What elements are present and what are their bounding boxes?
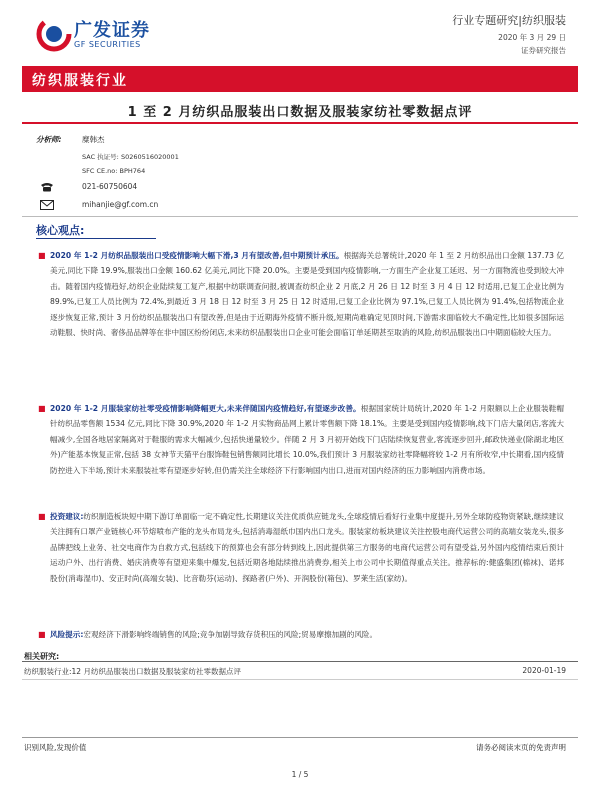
analyst-label: 分析师: <box>36 135 62 144</box>
title-divider <box>22 122 578 124</box>
email-icon <box>40 200 54 210</box>
bullet-marker: ■ <box>38 512 46 521</box>
bullet-risk <box>38 627 564 642</box>
related-report-date: 2020-01-19 <box>522 666 566 675</box>
industry-title: 纺织服装行业 <box>32 73 128 89</box>
core-heading-rule <box>36 238 156 239</box>
logo-text-en: GF SECURITIES <box>74 40 141 49</box>
bullet-lead: 投资建议: <box>50 512 84 521</box>
bullet-lead: 风险提示: <box>50 630 84 639</box>
phone-icon <box>40 182 54 192</box>
bullet-marker: ■ <box>38 630 46 639</box>
related-bottom-divider <box>22 679 578 680</box>
page-title: 1 至 2 月纺织品服装出口数据及服装家纺社零数据点评 <box>127 105 473 120</box>
report-tag: 证券研究报告 <box>521 46 566 55</box>
footer-slogan: 识别风险,发现价值 <box>24 743 87 752</box>
logo-text-cn: 广发证券 <box>74 20 150 41</box>
bullet-lead: 2020 年 1-2 月服装家纺社零受疫情影响降幅更大,未来伴随国内疫情趋好,有望逐步改善。 <box>50 404 361 413</box>
footer-disclaimer[interactable]: 请务必阅读末页的免责声明 <box>476 743 566 752</box>
bullet-retail <box>38 401 564 478</box>
bullet-marker: ■ <box>38 251 46 260</box>
report-type: 行业专题研究|纺织服装 <box>452 14 566 27</box>
bullet-export <box>38 248 564 340</box>
analyst-sfc: SFC CE.no: BPH764 <box>82 167 146 175</box>
bullet-text: 宏观经济下滑影响终端销售的风险;竞争加剧导致存货积压的风险;贸易摩擦加剧的风险。 <box>83 630 378 639</box>
bullet-marker: ■ <box>38 404 46 413</box>
bullet-text: 根据国家统计局统计,2020 年 1-2 月限额以上企业服装鞋帽针纺织品零售额 1534 亿元,同比下降 30.9%,2020 年 1-2 月实物商品网上累计零售额下降 18.1%。主要是受到国内疫情影响,线下门店大量闭店,客流大幅减少,全国各地居家隔离对于鞋服的需求大幅减少,包括快递量较少。伴随 2 月 3 月初开始线下门店陆续恢复营业,客流逐步回升,邮政快递业(除湖北地区外)产能基本恢复正常,包括 38 女神节天猫平台服饰鞋包销售额同比增长 10.0%,我们预计 3 月服装家纺社零降幅将较 1-2 月有所收窄,中长期看,国内疫情防控进入下半场,预计未来服装社零有望逐步好转,但仍需关注全球经济下行影响国内出口,进而对国内经济的压力影响国内消费市场。 <box>50 404 564 475</box>
bullet-text: 纺织制造板块短中期下游订单面临一定不确定性,长期建议关注优质供应链龙头,全球疫情后看好行业集中度提升,另外全球防疫物资紧缺,继续建议关注拥有口罩产业链核心环节熔喷布产能的龙头布局龙头,包括消毒湿纸巾国内出口龙头。服装家纺板块建议关注控股电商代运营公司的高端女装龙头,很多品牌把线上业务、社交电商作为自救方式,包括线下的预算也会有部分转到线上,因此提供第三方服务的电商代运营公司有望受益,另外国内疫情结束后预计运动户外、出行消费、婚庆消费等有望迎来集中爆发,包括近期各地陆续推出消费券,相关上市公司中长期值得重点关注。推荐标的:健盛集团(棉袜)、诺邦股份(消毒湿巾)、安正时尚(高端女装)、比音勒芬(运动)、探路者(户外)、开润股份(箱包)、罗莱生活(家纺)。 <box>50 512 564 583</box>
company-logo <box>36 16 176 56</box>
analyst-sac: SAC 执证号: S0260516020001 <box>82 153 179 161</box>
analyst-name: 糜韩杰 <box>82 135 105 144</box>
industry-band <box>22 66 578 92</box>
analyst-email[interactable]: mihanjie@gf.com.cn <box>82 200 159 209</box>
bullet-lead: 2020 年 1-2 月纺织品服装出口受疫情影响大幅下滑,3 月有望改善,但中期预计承压。 <box>50 251 344 260</box>
bullet-text: 根据海关总署统计,2020 年 1 至 2 月纺织品出口金额 137.73 亿美元,同比下降 19.9%,服装出口金额 160.62 亿美元,同比下降 20.0%。主要是受到国内疫情影响,一方面生产企业复工延迟、另一方面物流也受到较大冲击。随着国内疫情趋好,纺织企业陆续复工复产,根据中纺联调查问报,被调查纺织企业 2 月底,2 月 26 日 12 时至 3 月 4 日 12 时适用,已复工企业比例为 89.9%,已复工人员比例为 72.4%,到最近 3 月 18 日 12 时至 3 月 25 日 12 时适用,已复工企业比例为 97.1%,已复工人员比例为 91.4%,包括物流企业逐步恢复正常,预计 3 月份纺织品服装出口有望改善,但是由于近期海外疫情不断升级,短期尚难确定见顶时间,下游需求面临较大不确定性,比如很多国际运动鞋服、快时尚、奢侈品品牌等在非中国区纷纷闭店,未来纺织品服装出口企业可能会面临订单延期甚至取消的风险,纺织品服装出口中期面临较大压力。 <box>50 251 564 338</box>
gf-logo-icon <box>36 16 72 52</box>
bullet-investment <box>38 509 564 586</box>
report-date: 2020 年 3 月 29 日 <box>498 33 566 42</box>
page-number: 1 / 5 <box>291 770 309 779</box>
related-heading: 相关研究: <box>24 652 60 661</box>
related-divider <box>22 661 578 662</box>
footer-divider <box>22 737 578 738</box>
analyst-divider <box>22 216 578 217</box>
core-heading: 核心观点: <box>36 224 85 237</box>
related-report-link[interactable]: 纺织服装行业:12 月纺织品服装出口数据及服装家纺社零数据点评 <box>24 667 241 676</box>
analyst-phone: 021-60750604 <box>82 182 138 191</box>
